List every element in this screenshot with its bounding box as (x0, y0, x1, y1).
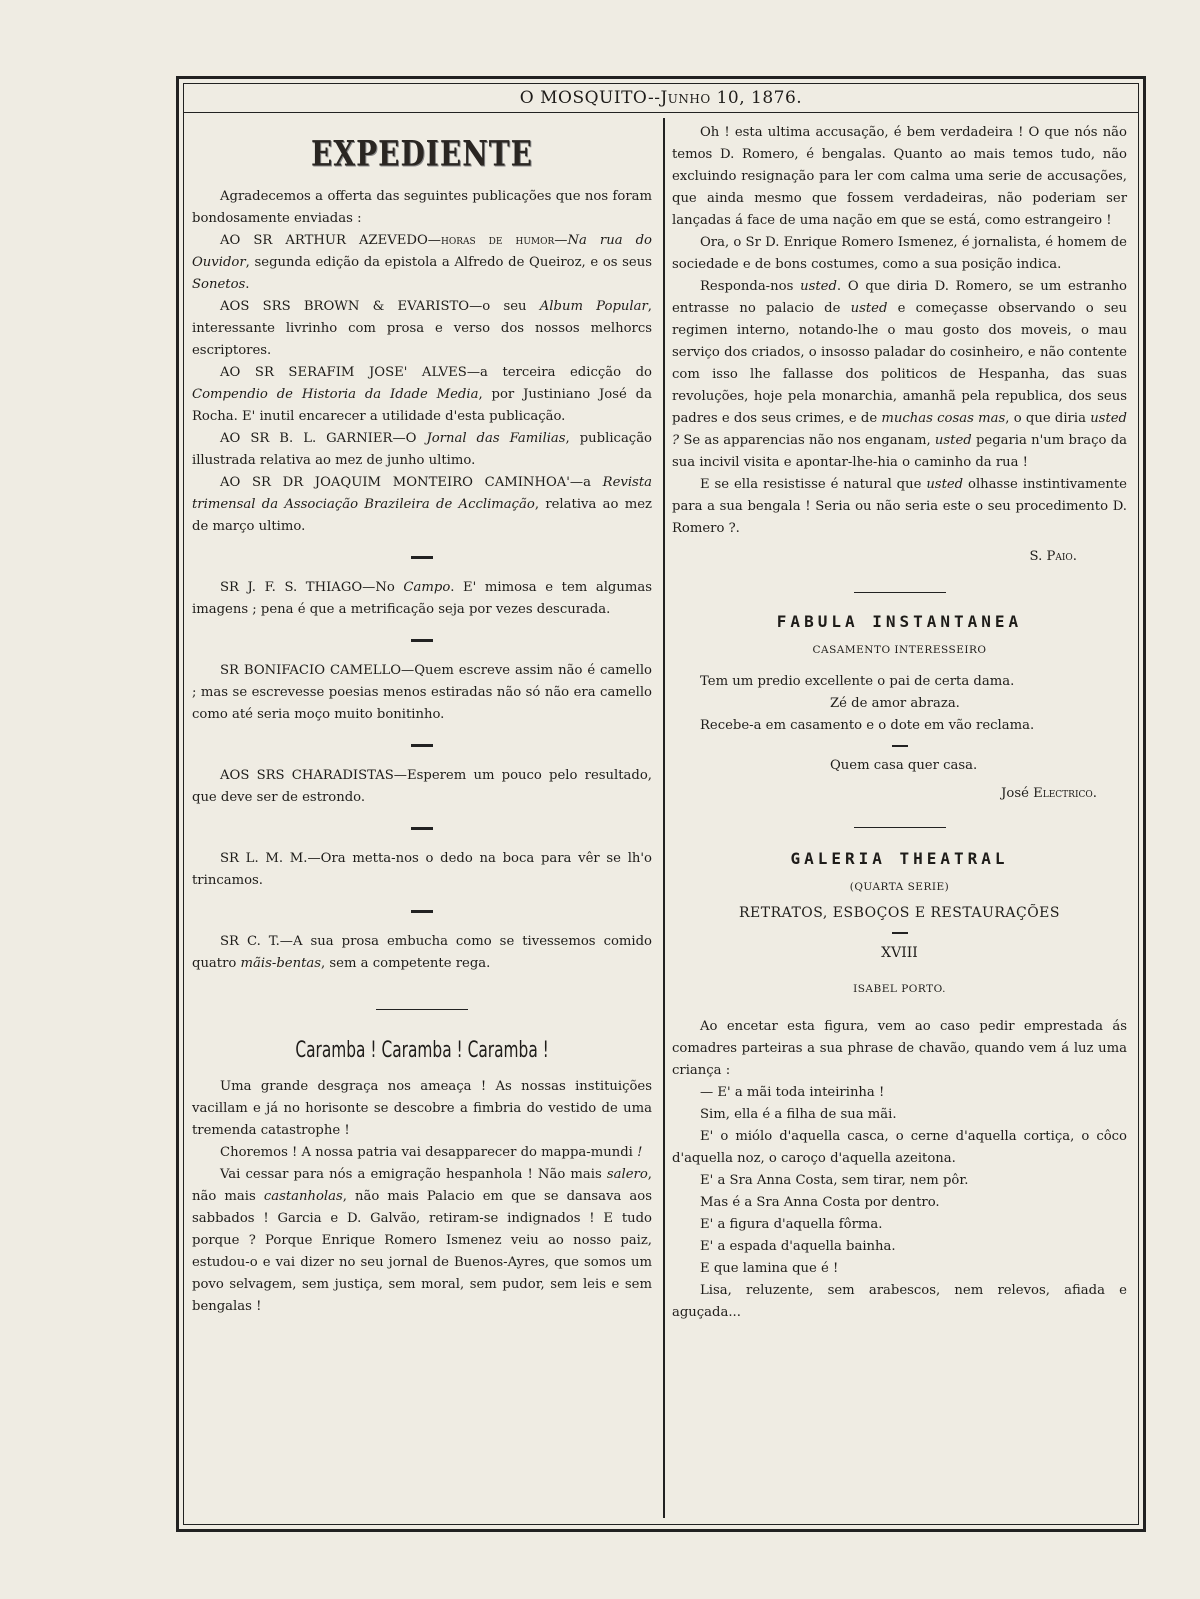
section-dash (411, 910, 433, 913)
note-ct: SR C. T.—A sua prosa embucha como se tivessemos comido quatro mãis-bentas, sem a competente rega. (192, 934, 652, 971)
header-masthead: O MOSQUITO-- (519, 88, 661, 108)
entry-garnier: AO SR B. L. GARNIER—O Jornal das Familias, publicação illustrada relativa ao mez de junho ultimo. (192, 431, 652, 468)
galeria-paragraph-4: E' o miólo d'aquella casca, o cerne d'aquella cortiça, o côco d'aquella noz, o caroço d'aquella azeitona. (672, 1129, 1127, 1166)
galeria-paragraph-1: Ao encetar esta figura, vem ao caso pedir emprestada ás comadres parteiras a sua phrase de chavão, quando vem á luz uma criança : (672, 1019, 1127, 1078)
fabula-verse-3: Recebe-a em casamento e o dote em vão reclama. (700, 718, 1035, 733)
fabula-title: FABULA INSTANTANEA (776, 612, 1023, 631)
note-camello: SR BONIFACIO CAMELLO—Quem escreve assim não é camello ; mas se escrevesse poesias menos estiradas não só não era camello como até seria moço muito bonitinho. (192, 663, 652, 722)
galeria-paragraph-3: Sim, ella é a filha de sua mãi. (700, 1107, 897, 1122)
galeria-paragraph-10: Lisa, reluzente, sem arabescos, nem relevos, afiada e aguçada... (672, 1283, 1127, 1320)
section-dash (892, 932, 908, 934)
galeria-paragraph-5: E' a Sra Anna Costa, sem tirar, nem pôr. (700, 1173, 969, 1188)
right-column (672, 122, 1127, 1324)
caramba-paragraph-3: Vai cessar para nós a emigração hespanhola ! Não mais salero, não mais castanholas, não mais Palacio em que se dansava aos sabbados ! Garcia e D. Galvão, retiram-se indignados ! E tudo porque ? Porque Enrique Romero Ismenez veiu ao nosso paiz, estudou-o e vai dizer no seu jornal de Buenos-Ayres, que somos um povo selvagem, sem justiça, sem moral, sem pudor, sem leis e sem bengalas ! (192, 1167, 652, 1314)
entry-caminhoa: AO SR DR JOAQUIM MONTEIRO CAMINHOA'—a Revista trimensal da Associação Brazileira de Acclimação, relativa ao mez de março ultimo. (192, 475, 652, 534)
galeria-subject: ISABEL PORTO. (853, 983, 946, 995)
signature-jose-electrico: José Electrico. (1001, 786, 1097, 801)
caramba-paragraph-2: Choremos ! A nossa patria vai desapparecer do mappa-mundi ! (220, 1145, 643, 1160)
section-dash (892, 745, 908, 747)
note-charadistas: AOS SRS CHARADISTAS—Esperem um pouco pelo resultado, que deve ser de estrondo. (192, 768, 652, 805)
romero-paragraph-1: Oh ! esta ultima accusação, é bem verdadeira ! O que nós não temos D. Romero, é bengalas. Quanto ao mais temos tudo, não excluindo resignação para ler com calma uma serie de accusações, que ainda mesmo que fossem verdadeiras, não poderiam ser lançadas á face de uma nação em que se está, como estrangeiro ! (672, 125, 1127, 228)
header-date: 10, 1876. (710, 88, 803, 108)
article-separator (854, 827, 946, 828)
signature-s-paio: S. Paio. (1029, 549, 1077, 564)
column-divider (663, 118, 665, 1518)
fabula-verse-4: Quem casa quer casa. (830, 758, 978, 773)
note-thiago: SR J. F. S. THIAGO—No Campo. E' mimosa e tem algumas imagens ; pena é que a metrificação seja por vezes descurada. (192, 580, 652, 617)
galeria-series: (QUARTA SERIE) (849, 881, 950, 893)
galeria-paragraph-7: E' a figura d'aquella fôrma. (700, 1217, 883, 1232)
galeria-paragraph-2: — E' a mãi toda inteirinha ! (700, 1085, 885, 1100)
entry-arthur-azevedo: AO SR ARTHUR AZEVEDO—horas de humor—Na rua do Ouvidor, segunda edição da epistola a Alfredo de Queiroz, e os seus Sonetos. (192, 233, 652, 292)
left-column (192, 122, 652, 1318)
romero-paragraph-2: Ora, o Sr D. Enrique Romero Ismenez, é jornalista, é homem de sociedade e de bons costumes, como a sua posição indica. (672, 235, 1127, 272)
galeria-paragraph-9: E que lamina que é ! (700, 1261, 839, 1276)
entry-serafim-alves: AO SR SERAFIM JOSE' ALVES—a terceira edicção do Compendio de Historia da Idade Media, por Justiniano José da Rocha. E' inutil encarecer a utilidade d'esta publicação. (192, 365, 652, 424)
section-dash (411, 639, 433, 642)
header-month: Junho (660, 88, 711, 108)
fabula-subtitle: CASAMENTO INTERESSEIRO (812, 644, 987, 656)
galeria-paragraph-6: Mas é a Sra Anna Costa por dentro. (700, 1195, 940, 1210)
page-header (183, 83, 1139, 113)
entry-brown-evaristo: AOS SRS BROWN & EVARISTO—o seu Album Popular, interessante livrinho com prosa e verso dos nossos melhorcs escriptores. (192, 299, 652, 358)
fabula-verse-2: Zé de amor abraza. (830, 696, 960, 711)
romero-paragraph-4: E se ella resistisse é natural que usted olhasse instintivamente para a sua bengala ! Seria ou não seria este o seu procedimento D. Romero ?. (672, 477, 1127, 536)
article-separator (376, 1009, 468, 1010)
expediente-ornament-title: EXPEDIENTE (311, 132, 533, 174)
galeria-heading: RETRATOS, ESBOÇOS E RESTAURAÇÕES (738, 905, 1060, 921)
fabula-verse-1: Tem um predio excellente o pai de certa dama. (700, 674, 1015, 689)
note-lmm: SR L. M. M.—Ora metta-nos o dedo na boca para vêr se lh'o trincamos. (192, 851, 652, 888)
galeria-number: XVIII (881, 945, 918, 961)
section-dash (411, 827, 433, 830)
article-separator (854, 592, 946, 593)
galeria-title: GALERIA THEATRAL (790, 849, 1009, 868)
galeria-paragraph-8: E' a espada d'aquella bainha. (700, 1239, 896, 1254)
caramba-paragraph-1: Uma grande desgraça nos ameaça ! As nossas instituições vacillam e já no horisonte se descobre a fimbria do vestido de uma tremenda catastrophe ! (192, 1079, 652, 1138)
section-dash (411, 744, 433, 747)
expediente-intro: Agradecemos a offerta das seguintes publicações que nos foram bondosamente enviadas : (192, 189, 652, 226)
caramba-title: Caramba ! Caramba ! Caramba ! (295, 1038, 549, 1063)
romero-paragraph-3: Responda-nos usted. O que diria D. Romero, se um estranho entrasse no palacio de usted e começasse observando o seu regimen interno, notando-lhe o mau gosto dos moveis, o mau serviço dos criados, o insosso paladar do cosinheiro, e não contente com isso lhe fallasse dos politicos de Hespanha, das suas revoluções, hoje pela monarchia, amanhã pela republica, dos seus padres e dos seus crimes, e de muchas cosas mas, o que diria usted ? Se as apparencias não nos enganam, usted pegaria n'um braço da sua incivil visita e apontar-lhe-hia o caminho da rua ! (672, 279, 1128, 470)
section-dash (411, 556, 433, 559)
